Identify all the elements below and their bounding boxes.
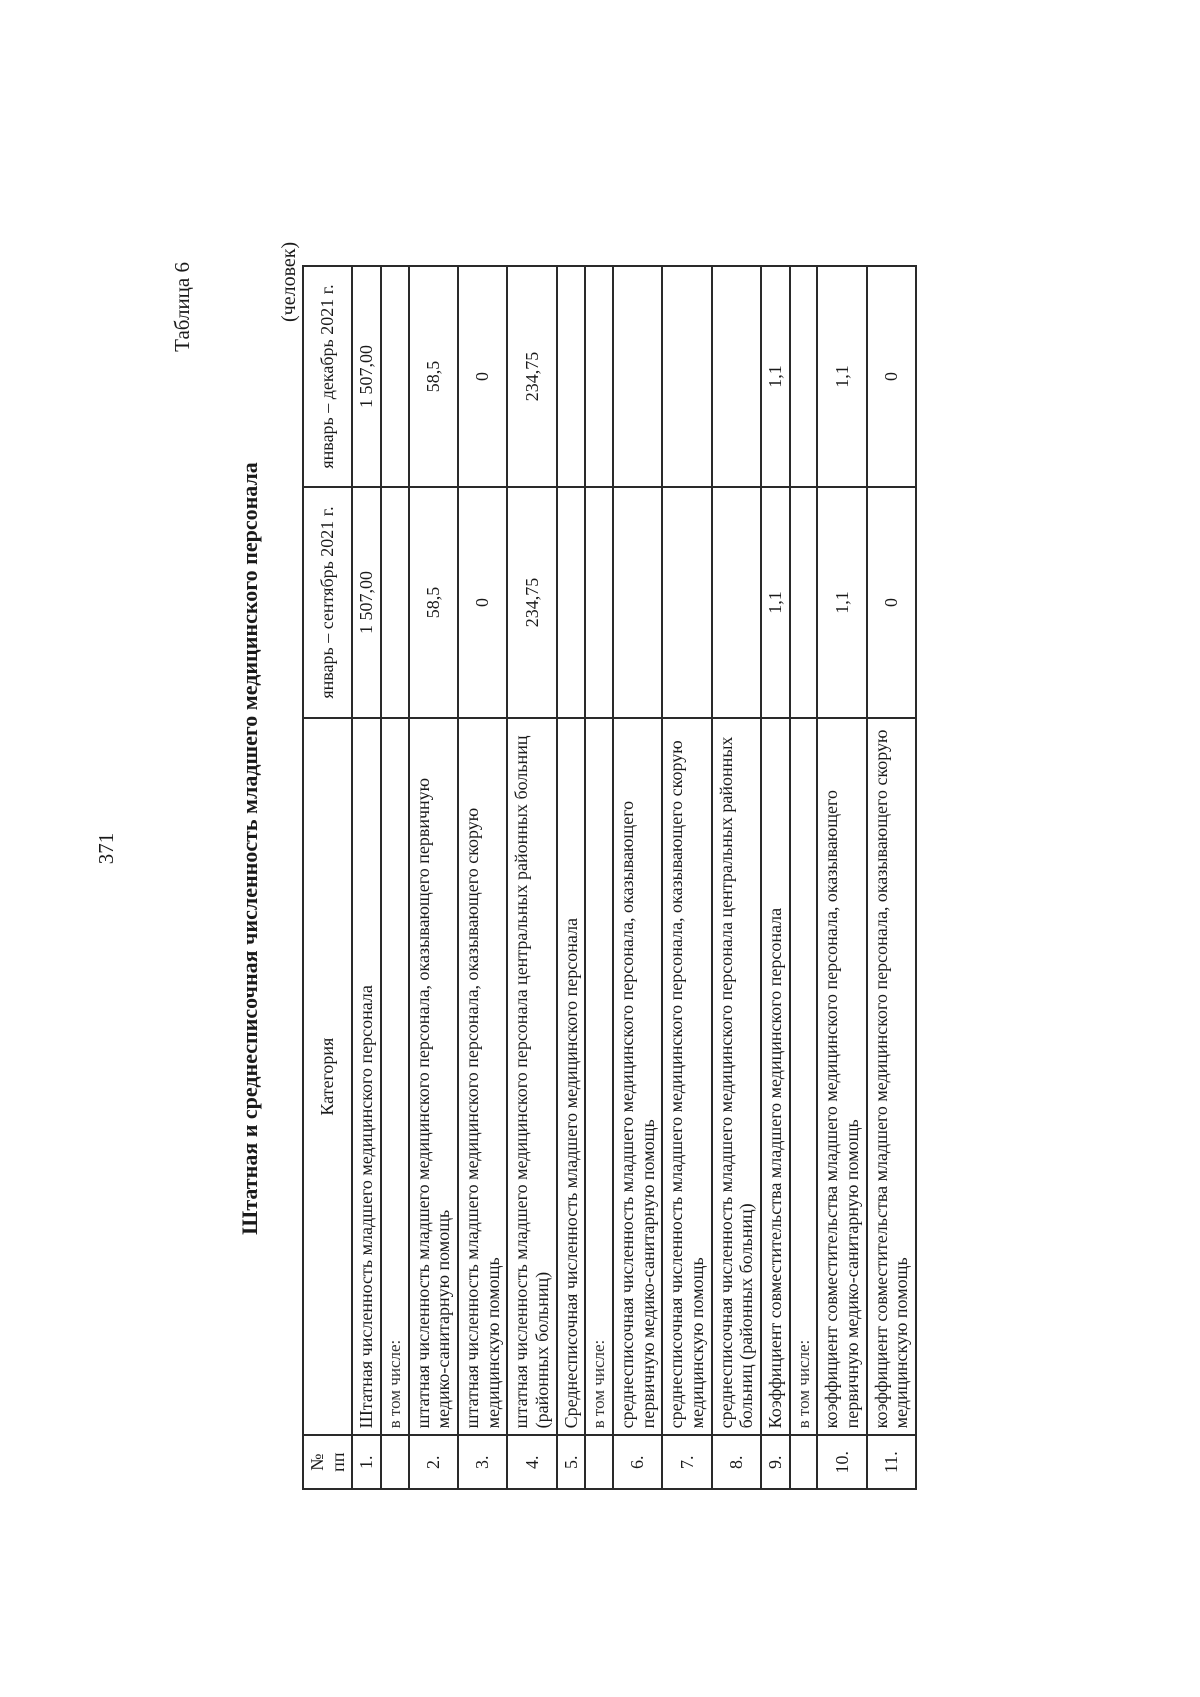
table-title: Штатная и среднесписочная численность младшего медицинского персонала (237, 462, 262, 1235)
header-category: Категория (303, 718, 352, 1435)
row-num (790, 1435, 818, 1489)
row-category: в том числе: (585, 718, 613, 1435)
row-category: среднесписочная численность младшего медицинского персонала, оказывающего первичную медико-санитарную помощь (613, 718, 662, 1435)
row-value-1 (613, 487, 662, 718)
table-row (662, 266, 711, 1489)
table-row (352, 266, 381, 1489)
row-value-1: 0 (458, 487, 507, 718)
row-value-1: 1,1 (817, 487, 866, 718)
row-category: Среднесписочная численность младшего медицинского персонала (557, 718, 586, 1435)
row-num: 4. (507, 1435, 556, 1489)
table-row (761, 266, 790, 1489)
row-category: в том числе: (790, 718, 818, 1435)
row-category: Штатная численность младшего медицинского персонала (352, 718, 381, 1435)
page-number: 371 (94, 832, 118, 865)
row-category: в том числе: (381, 718, 409, 1435)
row-category: коэффициент совместительства младшего медицинского персонала, оказывающего первичную медико-санитарную помощь (817, 718, 866, 1435)
row-value-2: 1,1 (761, 266, 790, 487)
row-num: 8. (712, 1435, 761, 1489)
row-category: штатная численность младшего медицинского персонала центральных районных больниц (районных больниц) (507, 718, 556, 1435)
row-value-1: 58,5 (409, 487, 458, 718)
row-category: коэффициент совместительства младшего медицинского персонала, оказывающего скорую медицинскую помощь (867, 718, 916, 1435)
row-category: среднесписочная численность младшего медицинского персонала, оказывающего скорую медицинскую помощь (662, 718, 711, 1435)
row-num: 5. (557, 1435, 586, 1489)
table-row (585, 266, 613, 1489)
row-num: 2. (409, 1435, 458, 1489)
row-category: Коэффициент совместительства младшего медицинского персонала (761, 718, 790, 1435)
row-num: 10. (817, 1435, 866, 1489)
header-row (303, 266, 352, 1489)
row-value-1 (557, 487, 586, 718)
row-value-1 (585, 487, 613, 718)
row-value-2 (613, 266, 662, 487)
row-num: 11. (867, 1435, 916, 1489)
table-row (458, 266, 507, 1489)
row-value-2 (557, 266, 586, 487)
row-value-2: 234,75 (507, 266, 556, 487)
row-value-2 (790, 266, 818, 487)
row-value-2: 0 (458, 266, 507, 487)
row-value-1: 0 (867, 487, 916, 718)
row-value-1 (790, 487, 818, 718)
row-value-2: 1,1 (817, 266, 866, 487)
table-label: Таблица 6 (170, 262, 194, 352)
row-value-2: 1 507,00 (352, 266, 381, 487)
table-row (557, 266, 586, 1489)
row-value-2 (585, 266, 613, 487)
row-num (381, 1435, 409, 1489)
row-value-1 (662, 487, 711, 718)
table-row (867, 266, 916, 1489)
row-value-1: 1 507,00 (352, 487, 381, 718)
table-row (790, 266, 818, 1489)
table-row (712, 266, 761, 1489)
row-value-1: 234,75 (507, 487, 556, 718)
row-num: 1. (352, 1435, 381, 1489)
row-category: штатная численность младшего медицинского персонала, оказывающего скорую медицинскую помощь (458, 718, 507, 1435)
row-value-1: 1,1 (761, 487, 790, 718)
table-row (817, 266, 866, 1489)
row-value-2: 0 (867, 266, 916, 487)
row-num: 6. (613, 1435, 662, 1489)
row-num: 7. (662, 1435, 711, 1489)
header-num: № пп (303, 1435, 352, 1489)
row-num (585, 1435, 613, 1489)
row-num: 9. (761, 1435, 790, 1489)
row-category: штатная численность младшего медицинского персонала, оказывающего первичную медико-санитарную помощь (409, 718, 458, 1435)
row-value-2 (712, 266, 761, 487)
row-value-2: 58,5 (409, 266, 458, 487)
row-value-1 (381, 487, 409, 718)
unit-label: (человек) (278, 241, 300, 322)
header-period-1: январь – сентябрь 2021 г. (303, 487, 352, 718)
row-category: среднесписочная численность младшего медицинского персонала центральных районных больниц (районных больниц) (712, 718, 761, 1435)
row-value-1 (712, 487, 761, 718)
table-row (507, 266, 556, 1489)
table-row (381, 266, 409, 1489)
row-value-2 (662, 266, 711, 487)
table-row (613, 266, 662, 1489)
row-value-2 (381, 266, 409, 487)
table-row (409, 266, 458, 1489)
staffing-table (302, 265, 917, 1490)
header-period-2: январь – декабрь 2021 г. (303, 266, 352, 487)
row-num: 3. (458, 1435, 507, 1489)
